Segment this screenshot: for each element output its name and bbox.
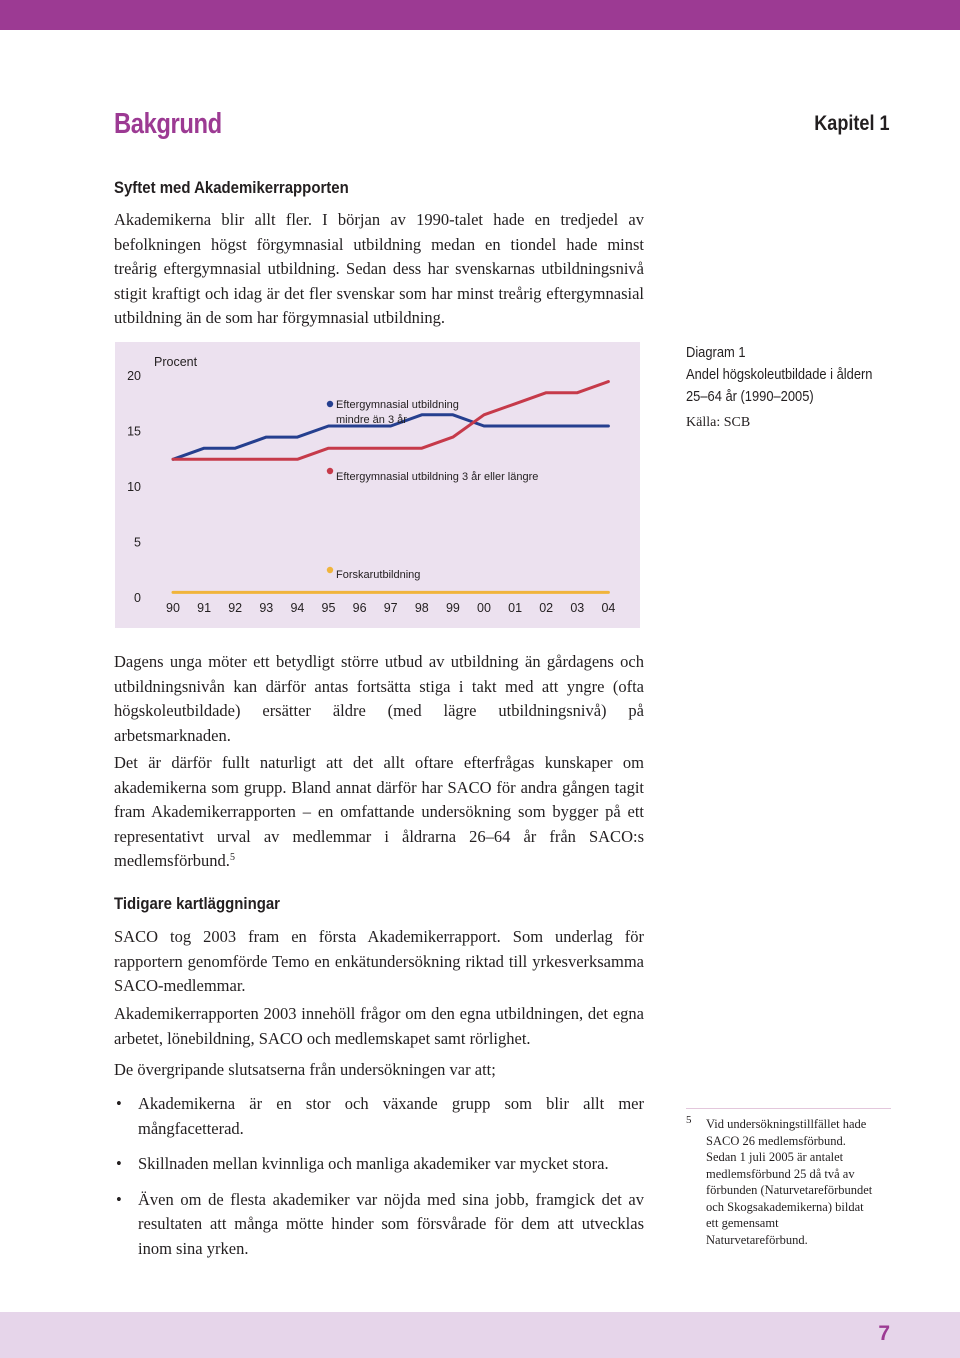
intro-paragraph: Akademikerna blir allt fler. I början av 1990-talet hade en tredjedel av befolkningen högst förgymnasial utbildning medan en tiondel hade minst treårig eftergymnasial utbildning. Sedan dess har svenskarnas utbildningsnivå stigit kraftigt och idag är det fler svenskar som har minst treårig eftergymnasial utbildning än de som har förgymnasial utbildning. <box>114 210 644 327</box>
legend-yellow-label: Forskarutbildning <box>336 569 421 581</box>
legend-blue-marker <box>327 401 333 407</box>
x-tick-label: 92 <box>228 601 243 615</box>
section2-paragraph-1: SACO tog 2003 fram en första Akademikerrapport. Som underlag för rapportern genomförde Temo en enkätundersökning riktad till yrkesverksamma SACO-medlemmar. <box>114 927 644 995</box>
section-heading-tidigare: Tidigare kartläggningar <box>114 894 280 913</box>
section2-paragraph-2: Akademikerrapporten 2003 innehöll frågor om den egna utbildningen, det egna arbetet, lönebildning, SACO och medlemskapet samt rörlighet. <box>114 1004 644 1048</box>
body-paragraph-2 <box>114 650 644 748</box>
list-item <box>114 1152 644 1177</box>
section2-paragraph-3: De övergripande slutsatserna från undersökningen var att; <box>114 1060 496 1079</box>
list-item <box>114 1092 644 1141</box>
x-tick-label: 95 <box>321 601 336 615</box>
ylabel: Procent <box>154 355 198 369</box>
x-tick-label: 03 <box>570 601 585 615</box>
page-number: 7 <box>878 1322 890 1345</box>
education-line-chart <box>115 342 640 628</box>
body-paragraph-3-text: Det är därför fullt naturligt att det allt oftare efterfrågas kunskaper om akademikerna som grupp. Bland annat därför har SACO för andra gången tagit fram Akademikerrapporten – en omfattande undersökning som bygger på ett representativt urval av medlemmar i åldrarna 26–64 år från SACO:s medlemsförbund. <box>114 753 644 870</box>
footnote-mark: 5 <box>686 1114 692 1126</box>
list-item-text: Akademikerna är en stor och växande grupp som blir allt mer mångfacetterad. <box>138 1094 644 1138</box>
legend-yellow <box>327 567 421 581</box>
diagram-source: Källa: SCB <box>686 415 751 430</box>
y-tick-label: 15 <box>127 424 141 439</box>
x-tick-label: 97 <box>383 601 398 615</box>
x-tick-label: 02 <box>539 601 554 615</box>
bottom-color-band <box>0 1312 960 1358</box>
list-item-text: Även om de flesta akademiker var nöjda med sina jobb, framgick det av resultaten att många mötte hinder som försvårade för dem att utvecklas inom sina yrken. <box>138 1189 644 1258</box>
legend-blue-line1: Eftergymnasial utbildning <box>336 399 459 411</box>
conclusions-list <box>114 1092 644 1272</box>
legend-red <box>327 468 539 483</box>
x-tick-label: 00 <box>477 601 491 615</box>
legend-yellow-marker <box>327 567 333 573</box>
footnote-divider <box>686 1108 891 1109</box>
legend-red-label: Eftergymnasial utbildning 3 år eller längre <box>336 471 539 483</box>
x-tick-labels <box>166 601 615 615</box>
y-tick-label: 20 <box>127 369 141 383</box>
x-tick-label: 04 <box>601 601 616 615</box>
body-paragraph-2-text: Dagens unga möter ett betydligt större utbud av utbildning än gårdagens och utbildningsnivån kan därför antas fortsätta stiga i takt med att yngre (ofta högskoleutbildade) ersätter äldre (med lägre utbildningsnivå) på arbetsmarknaden. <box>114 652 644 745</box>
legend-blue-line2: mindre än 3 år <box>336 414 407 426</box>
footnote-text: Vid undersökningstillfället hade SACO 26 medlemsförbund. Sedan 1 juli 2005 är antalet medlemsförbund 25 då två av förbunden (Naturvetareförbundet och Skogsakademikerna) bildat ett gemensamt Naturvetareförbund. <box>706 1117 873 1247</box>
diagram-title-line2: 25–64 år (1990–2005) <box>686 388 814 405</box>
diagram-number: Diagram 1 <box>686 344 746 361</box>
footnote-ref: 5 <box>229 852 235 863</box>
x-tick-label: 96 <box>352 601 367 615</box>
bullet-icon: • <box>116 1094 122 1113</box>
x-tick-label: 99 <box>445 601 460 615</box>
x-tick-label: 91 <box>197 601 212 615</box>
x-tick-label: 93 <box>259 601 274 615</box>
section-heading-syftet: Syftet med Akademikerrapporten <box>114 178 349 197</box>
list-item <box>114 1188 644 1262</box>
chapter-label: Kapitel 1 <box>814 112 890 135</box>
x-tick-label: 01 <box>508 601 523 615</box>
chart-background <box>115 342 640 628</box>
page-title: Bakgrund <box>114 108 222 140</box>
x-tick-label: 94 <box>290 601 305 615</box>
y-tick-label: 10 <box>127 480 141 494</box>
list-item-text: Skillnaden mellan kvinnliga och manliga akademiker var mycket stora. <box>138 1154 609 1173</box>
x-tick-label: 98 <box>414 601 429 615</box>
diagram-caption <box>686 342 906 434</box>
legend-red-marker <box>327 468 333 474</box>
x-tick-label: 90 <box>166 601 180 615</box>
y-tick-label: 0 <box>134 591 141 605</box>
bullet-icon: • <box>116 1189 122 1209</box>
diagram-title-line1: Andel högskoleutbildade i åldern <box>686 366 873 383</box>
top-color-band <box>0 0 960 30</box>
y-tick-label: 5 <box>134 535 141 550</box>
body-paragraph-3 <box>114 751 644 874</box>
bullet-icon: • <box>116 1154 122 1173</box>
